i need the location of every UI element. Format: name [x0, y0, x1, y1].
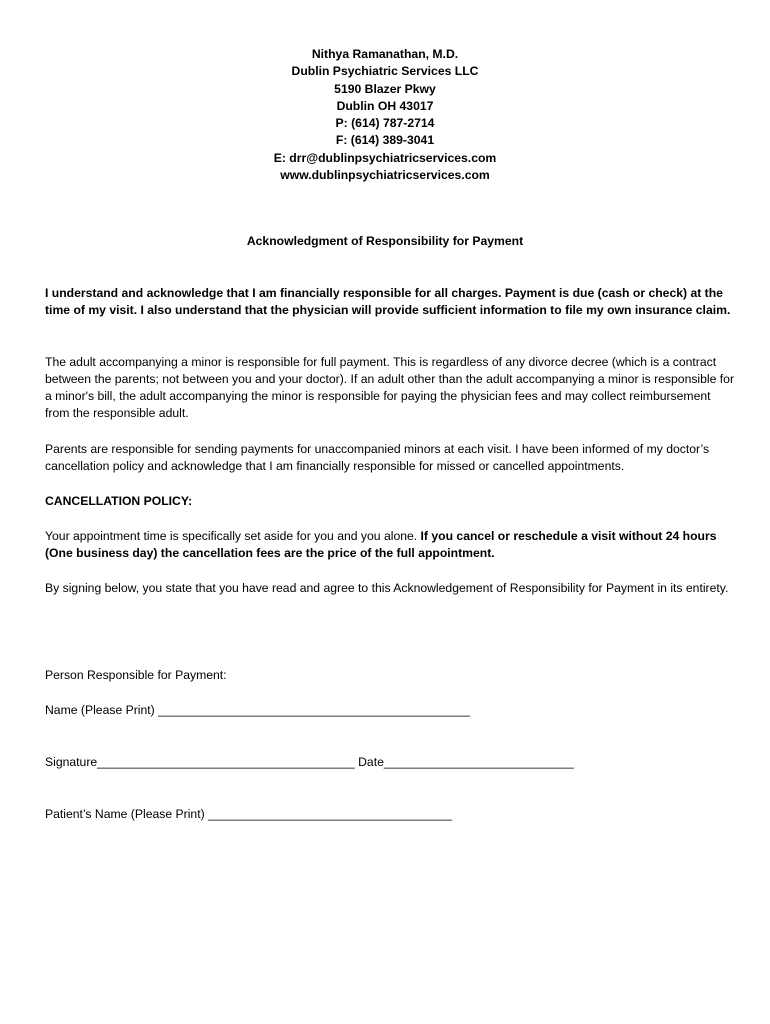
patient-name-field[interactable]: Patient’s Name (Please Print) ____________________________________ — [45, 807, 453, 821]
document-title: Acknowledgment of Responsibility for Payment — [246, 234, 524, 248]
cancellation-intro-text: Your appointment time is specifically set aside for you and you alone. — [45, 529, 421, 543]
signature-date-field[interactable]: Signature______________________________________ Date____________________________ — [45, 755, 574, 769]
parents-responsibility-paragraph: Parents are responsible for sending payments for unaccompanied minors at each visit. I have been informed of my doctor’s cancellation policy and acknowledge that I am financially responsible for missed or cancelled appointments. — [45, 442, 710, 473]
cancellation-policy-paragraph — [45, 528, 735, 562]
minor-payment-paragraph: The adult accompanying a minor is responsible for full payment. This is regardless of any divorce decree (which is a contract between the parents; not between you and your doctor). If an adult other than the adult accompanying a minor is responsible for a minor's bill, the adult accompanying the minor is responsible for paying the physician fees and may collect reimbursement from the responsible adult. — [45, 355, 735, 420]
fax-number: F: (614) 389-3041 — [335, 133, 435, 148]
address-city: Dublin OH 43017 — [336, 98, 434, 113]
financial-responsibility-paragraph: I understand and acknowledge that I am financially responsible for all charges. Payment is due (cash or check) at the time of my visit. I also understand that the physician will provide sufficient information to file my own insurance claim. — [45, 286, 731, 317]
phone-number: P: (614) 787-2714 — [335, 116, 435, 131]
website-url: www.dublinpsychiatricservices.com — [280, 168, 490, 183]
address-street: 5190 Blazer Pkwy — [334, 81, 436, 96]
email-address: E: drr@dublinpsychiatricservices.com — [273, 150, 497, 165]
cancellation-policy-heading: CANCELLATION POLICY: — [45, 494, 193, 508]
letterhead — [0, 46, 770, 184]
practice-name: Dublin Psychiatric Services LLC — [291, 64, 479, 79]
person-responsible-label: Person Responsible for Payment: — [45, 668, 227, 682]
name-print-field[interactable]: Name (Please Print) ______________________________________________ — [45, 703, 470, 717]
agreement-paragraph: By signing below, you state that you have read and agree to this Acknowledgement of Responsibility for Payment in its entirety. — [45, 581, 729, 595]
cancellation-fee-text: If you cancel or reschedule a visit without 24 hours (One business day) the cancellation fees are the price of the full appointment. — [45, 529, 717, 560]
doctor-name: Nithya Ramanathan, M.D. — [311, 47, 459, 61]
